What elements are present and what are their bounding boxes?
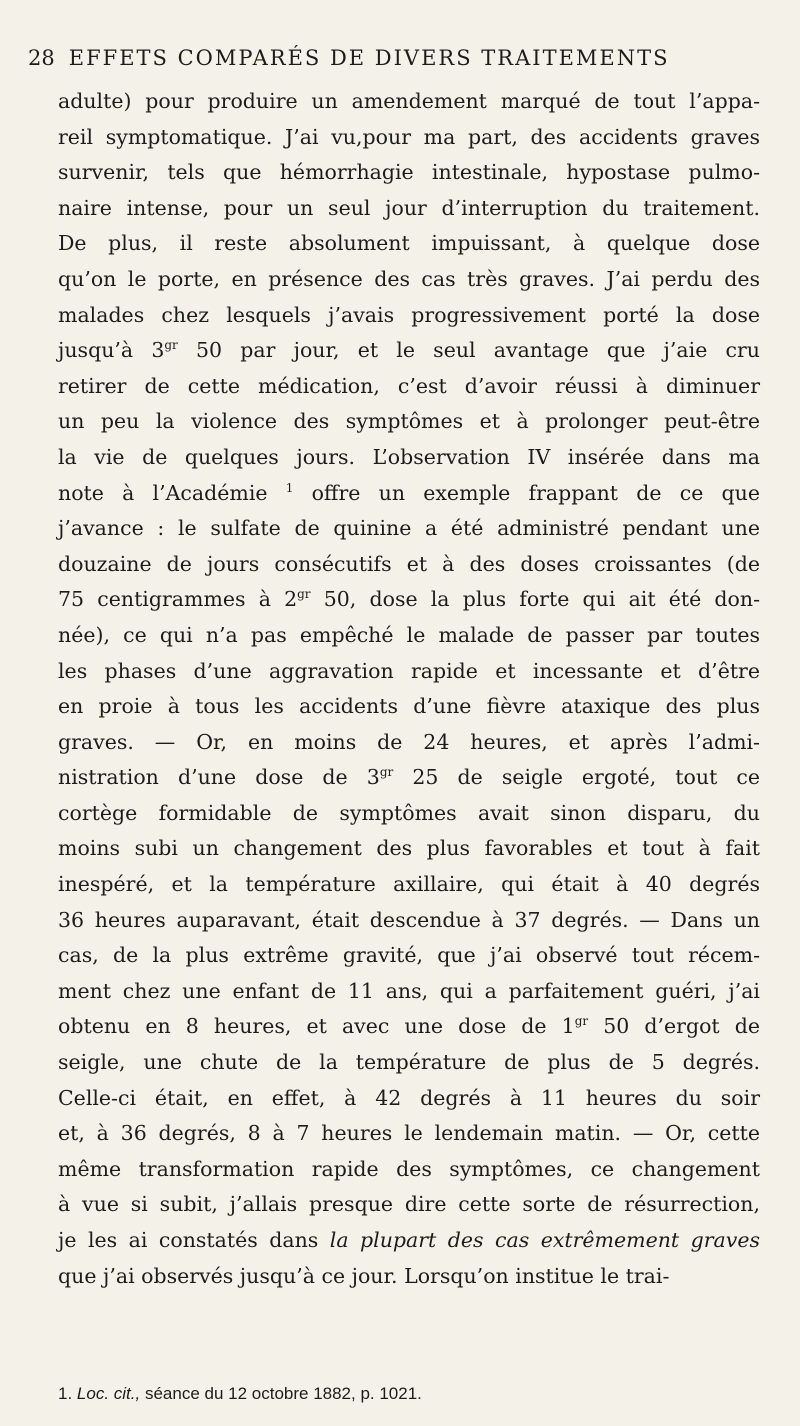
text-segment: nistration d’une dose de 3 <box>58 765 380 790</box>
text-segment: offre un exemple frappant de ce que <box>293 480 760 505</box>
text-segment: 25 de seigle ergoté, tout ce <box>393 765 761 790</box>
text-segment: 50 par jour, et le seul avantage que j’aie cru <box>177 338 760 363</box>
unit-superscript: gr <box>164 338 178 353</box>
text-line: naire intense, pour un seul jour d’interruption du traitement. <box>58 195 760 220</box>
text-line: De plus, il reste absolument impuissant, à quelque dose <box>58 231 760 256</box>
unit-superscript: gr <box>297 587 311 602</box>
text-line: ment chez une enfant de 11 ans, qui a parfaitement guéri, j’ai <box>58 978 760 1003</box>
text-segment: obtenu en 8 heures, et avec une dose de 1 <box>58 1014 575 1039</box>
text-line <box>58 1223 760 1259</box>
text-line: 36 heures auparavant, était descendue à 37 degrés. — Dans un <box>58 907 760 932</box>
text-line: que j’ai observés jusqu’à ce jour. Lorsqu’on institue le trai- <box>58 1263 670 1288</box>
footnote-source: Loc. cit., <box>76 1384 141 1403</box>
text-line: graves. — Or, en moins de 24 heures, et après l’admi- <box>58 729 760 754</box>
text-line <box>58 760 760 796</box>
text-line: cas, de la plus extrême gravité, que j’ai observé tout récem- <box>58 943 760 968</box>
text-segment: 50, dose la plus forte qui ait été don- <box>310 587 760 612</box>
text-line <box>58 582 760 618</box>
text-line: la vie de quelques jours. L’observation IV insérée dans ma <box>58 444 760 469</box>
page-number: 28 <box>28 46 55 70</box>
text-line: née), ce qui n’a pas empêché le malade de passer par toutes <box>58 622 760 647</box>
body-paragraph <box>58 84 760 1294</box>
text-segment: jusqu’à 3 <box>58 338 165 363</box>
unit-superscript: gr <box>379 765 394 780</box>
text-line: retirer de cette médication, c’est d’avoir réussi à diminuer <box>58 373 760 398</box>
text-line: reil symptomatique. J’ai vu,pour ma part, des accidents graves <box>58 124 760 149</box>
text-segment: 50 d’ergot de <box>588 1014 760 1039</box>
text-segment: 75 centigrammes à 2 <box>58 587 298 612</box>
running-header <box>28 46 760 70</box>
text-line: j’avance : le sulfate de quinine a été administré pendant une <box>58 516 760 541</box>
footnote-text: séance du 12 octobre 1882, p. 1021. <box>140 1384 422 1403</box>
text-line: survenir, tels que hémorrhagie intestinale, hypostase pulmo- <box>58 160 760 185</box>
running-title: EFFETS COMPARÉS DE DIVERS TRAITEMENTS <box>68 46 670 70</box>
text-segment: note à l’Académie <box>58 480 286 505</box>
text-line: moins subi un changement des plus favorables et tout à fait <box>58 836 760 861</box>
text-line: inespéré, et la température axillaire, qui était à 40 degrés <box>58 872 760 897</box>
text-line: les phases d’une aggravation rapide et incessante et d’être <box>58 658 760 683</box>
text-line: malades chez lesquels j’avais progressivement porté la dose <box>58 302 760 327</box>
text-line: même transformation rapide des symptômes, ce changement <box>58 1156 760 1181</box>
footnote-reference[interactable]: 1 <box>285 480 294 495</box>
text-line <box>58 476 760 512</box>
text-line <box>58 1009 760 1045</box>
text-line: Celle-ci était, en effet, à 42 degrés à 11 heures du soir <box>58 1085 760 1110</box>
text-line: adulte) pour produire un amendement marqué de tout l’appa- <box>58 89 760 113</box>
footnote <box>58 1384 760 1404</box>
text-line: un peu la violence des symptômes et à prolonger peut-être <box>58 409 760 434</box>
text-line: qu’on le porte, en présence des cas très graves. J’ai perdu des <box>58 266 760 291</box>
unit-superscript: gr <box>574 1014 589 1029</box>
text-line: et, à 36 degrés, 8 à 7 heures le lendemain matin. — Or, cette <box>58 1121 760 1146</box>
text-line: douzaine de jours consécutifs et à des doses croissantes (de <box>58 551 760 576</box>
footnote-number: 1. <box>58 1384 73 1403</box>
text-line: seigle, une chute de la température de plus de 5 degrés. <box>58 1050 760 1075</box>
text-line: cortège formidable de symptômes avait sinon disparu, du <box>58 800 760 825</box>
text-line <box>58 333 760 369</box>
text-segment: je les ai constatés dans <box>58 1228 330 1252</box>
text-line: à vue si subit, j’allais presque dire cette sorte de résurrection, <box>58 1192 760 1217</box>
text-line: en proie à tous les accidents d’une fièvre ataxique des plus <box>58 694 760 719</box>
italic-phrase: la plupart des cas extrêmement graves <box>329 1228 760 1252</box>
